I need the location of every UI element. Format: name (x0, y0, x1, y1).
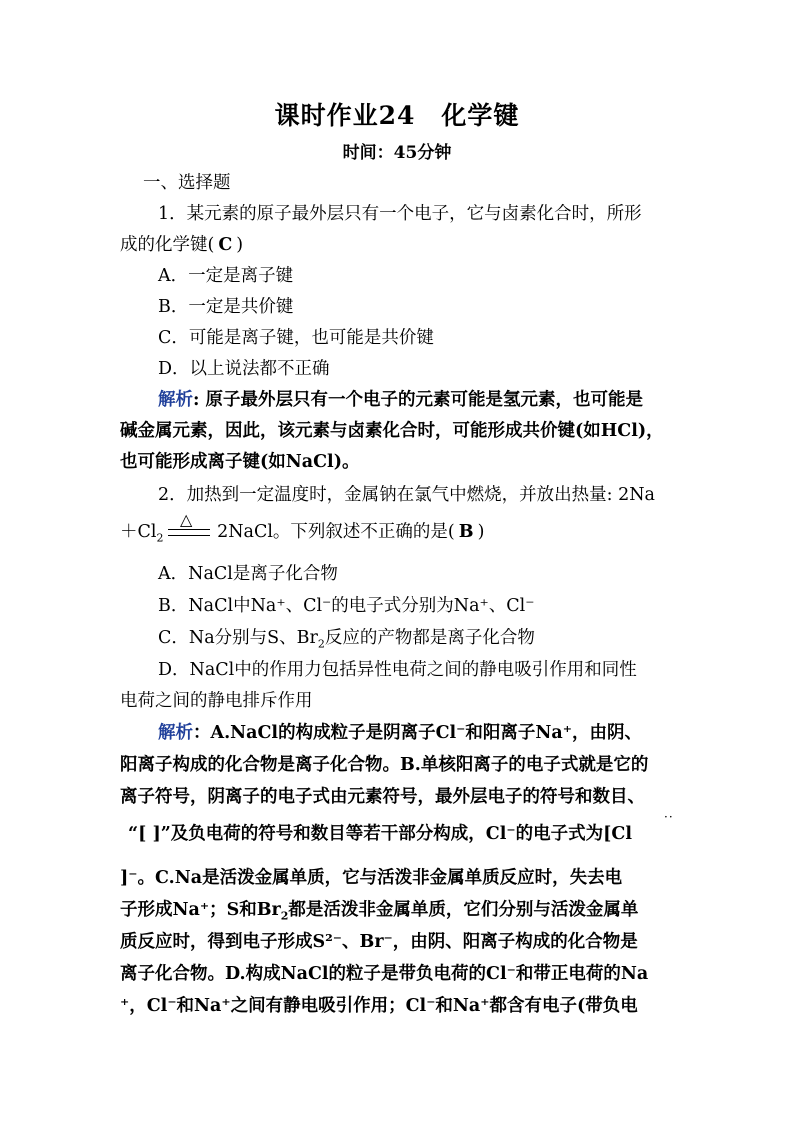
q2-paren-close: ) (477, 522, 485, 542)
q2-explanation-line2: 阳离子构成的化合物是离子化合物。B.单核阳离子的电子式就是它的 (120, 755, 649, 775)
q2-explanation-text: ：A.NaCl的构成粒子是阴离子Cl⁻和阳离子Na⁺，由阴、 (193, 723, 642, 743)
heat-delta-symbol: △ (180, 510, 193, 529)
q2-explanation-line6-pre: 子形成Na⁺；S和Br (120, 900, 281, 920)
q1-stem-text: 成的化学键( (120, 235, 215, 255)
q2-stem-line1: 2．加热到一定温度时，金属钠在氯气中燃烧，并放出热量: 2Na (158, 485, 655, 505)
q2-option-d-line2: 电荷之间的静电排斥作用 (120, 691, 313, 711)
q1-stem-line1: 1．某元素的原子最外层只有一个电子，它与卤素化合时，所形 (158, 204, 642, 224)
q1-explanation-text: : 原子最外层只有一个电子的元素可能是氢元素，也可能是 (193, 390, 644, 410)
q2-explanation-line4-text: “[ ]”及负电荷的符号和数目等若干部分构成，Cl⁻的电子式为[ (128, 824, 612, 844)
q2-equation-right: 2NaCl。下列叙述不正确的是( (211, 522, 455, 542)
q1-explanation-label: 解析 (158, 390, 193, 410)
q2-explanation-line4 (128, 823, 632, 845)
q2-answer: B (458, 522, 474, 542)
q2-explanation-line7: 质反应时，得到电子形成S²⁻、Br⁻，由阴、阳离子构成的化合物是 (120, 932, 638, 952)
q1-explanation-line2: 碱金属元素，因此，该元素与卤素化合时，可能形成共价键(如HCl)， (120, 421, 664, 441)
q2-explanation-label: 解析 (158, 723, 193, 743)
q1-stem-line2 (120, 234, 243, 256)
time-limit: 时间：45分钟 (342, 143, 452, 163)
section-heading: 一、选择题 (143, 173, 231, 193)
q2-equation-left: ＋Cl (120, 522, 157, 542)
q2-option-b: B．NaCl中Na⁺、Cl⁻的电子式分别为Na⁺、Cl⁻ (158, 596, 535, 616)
q2-explanation-line5: ]⁻。C.Na是活泼金属单质，它与活泼非金属单质反应时，失去电 (120, 868, 623, 888)
q1-option-b: B．一定是共价键 (158, 297, 294, 317)
q1-option-a: A．一定是离子键 (158, 266, 294, 286)
q1-option-d: D．以上说法都不正确 (158, 359, 330, 379)
q2-equation-sub: 2 (156, 531, 164, 545)
q2-option-c-sub: 2 (317, 637, 325, 651)
q2-stem-line2 (120, 521, 484, 550)
q2-chloride-symbol: Cl (611, 824, 632, 844)
q2-option-c (158, 627, 535, 656)
q2-explanation-line6-sub: 2 (280, 909, 289, 923)
q1-explanation-line3: 也可能形成离子键(如NaCl)。 (120, 452, 360, 472)
q2-option-c-post: 反应的产物都是离子化合物 (324, 628, 535, 648)
q2-explanation-line6 (120, 899, 638, 928)
q1-answer: C (218, 235, 233, 255)
q2-option-c-pre: C．Na分别与S、Br (158, 628, 318, 648)
q2-explanation-line8: 离子化合物。D.构成NaCl的粒子是带负电荷的Cl⁻和带正电荷的Na (120, 964, 649, 984)
q1-option-c: C．可能是离子键，也可能是共价键 (158, 328, 434, 348)
q2-option-d-line1: D．NaCl中的作用力包括异性电荷之间的静电吸引作用和同性 (158, 660, 637, 680)
lone-pair-dots: ·· (664, 810, 674, 824)
q2-explanation-line6-post: 都是活泼非金属单质，它们分别与活泼金属单 (288, 900, 639, 920)
q2-explanation-line1 (158, 722, 642, 744)
q2-explanation-line9: ⁺，Cl⁻和Na⁺之间有静电吸引作用；Cl⁻和Na⁺都含有电子(带负电 (120, 996, 638, 1016)
q2-explanation-line3: 离子符号，阴离子的电子式由元素符号，最外层电子的符号和数目、 (120, 787, 645, 807)
q1-paren-close: ) (236, 235, 244, 255)
q2-option-a: A．NaCl是离子化合物 (158, 564, 338, 584)
page-title: 课时作业24 化学键 (274, 101, 520, 130)
q1-explanation-line1 (158, 389, 643, 411)
